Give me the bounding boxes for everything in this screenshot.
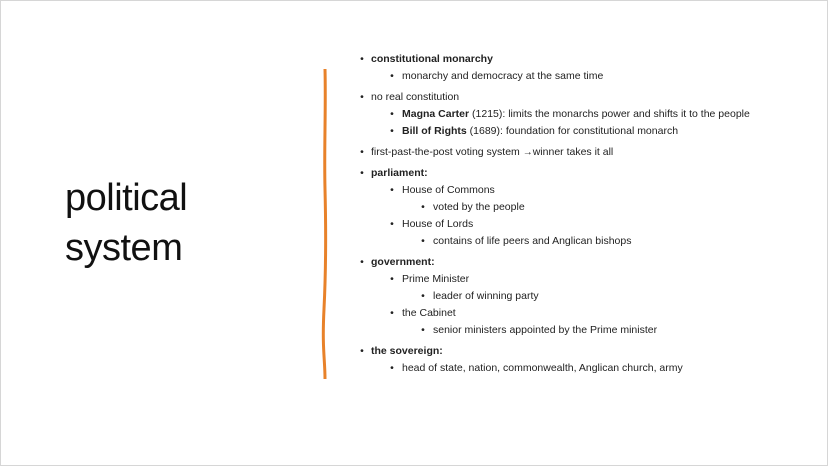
bullet-icon: • <box>390 218 394 230</box>
bullet-icon: • <box>360 256 364 268</box>
list-item-sovereign <box>360 345 791 375</box>
item-label: parliament: <box>371 167 428 179</box>
list-item <box>421 290 791 303</box>
item-text: the Cabinet <box>402 307 456 319</box>
item-text: House of Lords <box>402 218 474 230</box>
bullet-icon: • <box>390 70 394 82</box>
item-text: head of state, nation, commonwealth, Anglican church, army <box>402 362 683 374</box>
list-item-constitution <box>360 91 791 138</box>
item-text: winner takes it all <box>532 146 614 158</box>
list-item <box>421 235 791 248</box>
bullet-icon: • <box>360 53 364 65</box>
bullet-icon: • <box>390 125 394 137</box>
bullet-icon: • <box>360 167 364 179</box>
list-item <box>421 201 791 214</box>
list-item-magna-carta <box>390 108 791 121</box>
list-item <box>390 70 791 83</box>
list-item-cabinet <box>390 307 791 337</box>
item-text: Prime Minister <box>402 273 470 285</box>
item-label: constitutional monarchy <box>371 53 493 65</box>
item-text: senior ministers appointed by the Prime minister <box>433 324 658 336</box>
bullet-icon: • <box>390 307 394 319</box>
list-item-government <box>360 256 791 337</box>
item-text: monarchy and democracy at the same time <box>402 70 604 82</box>
item-bold: Bill of Rights <box>402 125 467 137</box>
item-text: (1689): foundation for constitutional monarch <box>466 125 679 137</box>
bullet-icon: • <box>421 235 425 247</box>
item-text: House of Commons <box>402 184 495 196</box>
item-bold: Magna Carter <box>402 108 470 120</box>
bullet-icon: • <box>390 184 394 196</box>
item-label: the sovereign: <box>371 345 443 357</box>
list-item <box>421 324 791 337</box>
item-text: leader of winning party <box>433 290 539 302</box>
bullet-icon: • <box>360 345 364 357</box>
title-line-2: system <box>65 227 183 269</box>
item-text: (1215): limits the monarchs power and shifts it to the people <box>469 108 750 120</box>
list-item-parliament <box>360 167 791 248</box>
list-item-commons <box>390 184 791 214</box>
bullet-icon: • <box>390 362 394 374</box>
vertical-divider <box>319 69 331 379</box>
list-item-monarchy <box>360 53 791 83</box>
list-item-lords <box>390 218 791 248</box>
bullet-content <box>351 53 791 383</box>
item-label: no real constitution <box>371 91 460 103</box>
item-label: government: <box>371 256 435 268</box>
bullet-icon: • <box>390 108 394 120</box>
arrow-right-icon: → <box>522 147 533 158</box>
list-item-bill-of-rights <box>390 125 791 138</box>
bullet-icon: • <box>360 146 364 158</box>
bullet-icon: • <box>390 273 394 285</box>
item-text: contains of life peers and Anglican bishops <box>433 235 632 247</box>
bullet-icon: • <box>421 290 425 302</box>
bullet-list <box>351 53 791 375</box>
title-line-1: political <box>65 177 188 219</box>
slide-title <box>65 173 295 273</box>
bullet-icon: • <box>421 324 425 336</box>
item-text: first-past-the-post voting system <box>371 146 523 158</box>
list-item-prime-minister <box>390 273 791 303</box>
bullet-icon: • <box>360 91 364 103</box>
item-text: voted by the people <box>433 201 525 213</box>
list-item <box>390 362 791 375</box>
list-item-voting <box>360 146 791 159</box>
bullet-icon: • <box>421 201 425 213</box>
